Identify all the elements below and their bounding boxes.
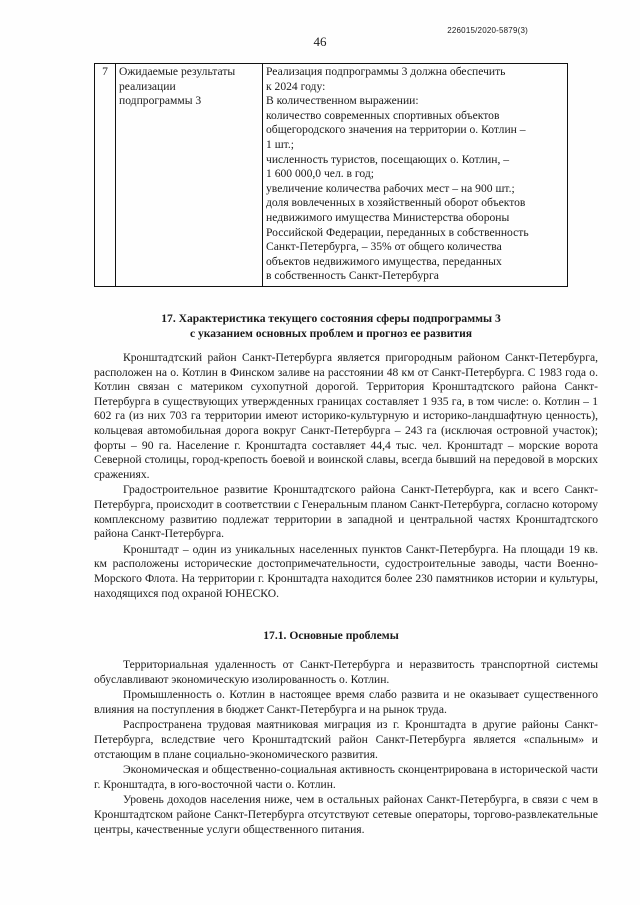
row-content-line: Санкт-Петербурга, – 35% от общего количества [266,240,502,254]
row-name-line: подпрограммы 3 [119,94,202,108]
row-content-line: общегородского значения на территории о. Котлин – [266,123,526,137]
paragraph: Промышленность о. Котлин в настоящее время слабо развита и не оказывает существенного влияния на поступления в бюджет Санкт-Петербурга и на рынок труда. [94,688,598,716]
paragraph: Кронштадт – один из уникальных населенных пунктов Санкт-Петербурга. На площади 19 кв. км расположены исторические достопримечательности, судостроительные заводы, части Военно-Морского Флота. На территории г. Кронштадта находится более 230 памятников истории и культуры, находящихся под охраной ЮНЕСКО. [94,542,598,600]
paragraph: Территориальная удаленность от Санкт-Петербурга и неразвитость транспортной системы обуславливают экономическую изолированность о. Котлин. [94,658,598,686]
row-content-cell [263,64,568,287]
row-content-line: 1 шт.; [266,137,294,151]
paragraph: Градостроительное развитие Кронштадтского района Санкт-Петербурга, как и всего Санкт-Петербурга, происходит в соответствии с Генеральным планом Санкт-Петербурга, согласно которому комплексному развитию подлежат территории в западной и центральной частях Кронштадтского района Санкт-Петербурга. [94,483,598,541]
section-17-heading [94,311,568,341]
row-content-line: в собственность Санкт-Петербурга [266,269,439,283]
section-17-body [94,351,598,601]
row-name-cell [116,64,263,287]
row-content-line: В количественном выражении: [266,94,419,108]
row-content-line: к 2024 году: [266,79,326,93]
section-17-title-line: с указанием основных проблем и прогноз ее развития [189,327,473,340]
row-content-line: количество современных спортивных объектов [266,108,500,122]
paragraph: Распространена трудовая маятниковая миграция из г. Кронштадта в другие районы Санкт-Петербурга, вследствие чего Кронштадтский район Санкт-Петербурга является «спальным» и отстающим в плане социально-экономического развития. [94,718,598,761]
results-table [94,63,568,287]
section-17-1-body [94,658,598,837]
row-content-line: Российской Федерации, переданных в собственность [266,225,529,239]
row-content-line: недвижимого имущества Министерства обороны [266,210,510,224]
paragraph: Кронштадтский район Санкт-Петербурга является пригородным районом Санкт-Петербурга, расположен на о. Котлин в Финском заливе на расстоянии 48 км от Санкт-Петербурга. С 1983 года о. Котлин связан с материком сухопутной дорогой. Территория Кронштадтского района Санкт-Петербурга в существующих утвержденных границах составляет 1 935 га, в том числе: о. Котлин – 1 602 га (из них 703 га территории имеют историко-культурную и историко-ландшафтную ценность), кольцевая автомобильная дорога вокруг Санкт-Петербурга – 243 га (исключая островной участок); форты – 90 га. Население г. Кронштадта составляет 44,4 тыс. чел. Кронштадт – морские ворота Северной столицы, город-крепость боевой и воинской славы, всегда бывший на передовой в морских сражениях. [94,351,598,481]
table-row [95,64,568,287]
row-content-line: Реализация подпрограммы 3 должна обеспечить [266,65,506,78]
row-content-line: доля вовлеченных в хозяйственный оборот объектов [266,196,526,210]
document-id: 226015/2020-5879(3) [447,26,528,35]
row-content-line: численность туристов, посещающих о. Котлин, – [266,152,510,166]
row-name-line: Ожидаемые результаты [119,65,236,78]
row-content-line: увеличение количества рабочих мест – на 900 шт.; [266,181,515,195]
paragraph: Экономическая и общественно-социальная активность сконцентрирована в исторической части г. Кронштадта, в юго-восточной части о. Котлин. [94,763,598,791]
section-17-title-line: 17. Характеристика текущего состояния сферы подпрограммы 3 [161,312,501,325]
page-number: 46 [313,34,327,49]
section-17-1-heading: 17.1. Основные проблемы [263,629,399,642]
row-name-line: реализации [119,79,176,93]
row-content-line: объектов недвижимого имущества, переданных [266,254,502,268]
paragraph: Уровень доходов населения ниже, чем в остальных районах Санкт-Петербурга, в связи с чем в Кронштадтском районе Санкт-Петербурга отсутствуют сетевые операторы, торгово-развлекательные центры, качественные услуги общественного питания. [94,793,598,836]
row-number: 7 [95,64,116,287]
row-content-line: 1 600 000,0 чел. в год; [266,167,374,181]
